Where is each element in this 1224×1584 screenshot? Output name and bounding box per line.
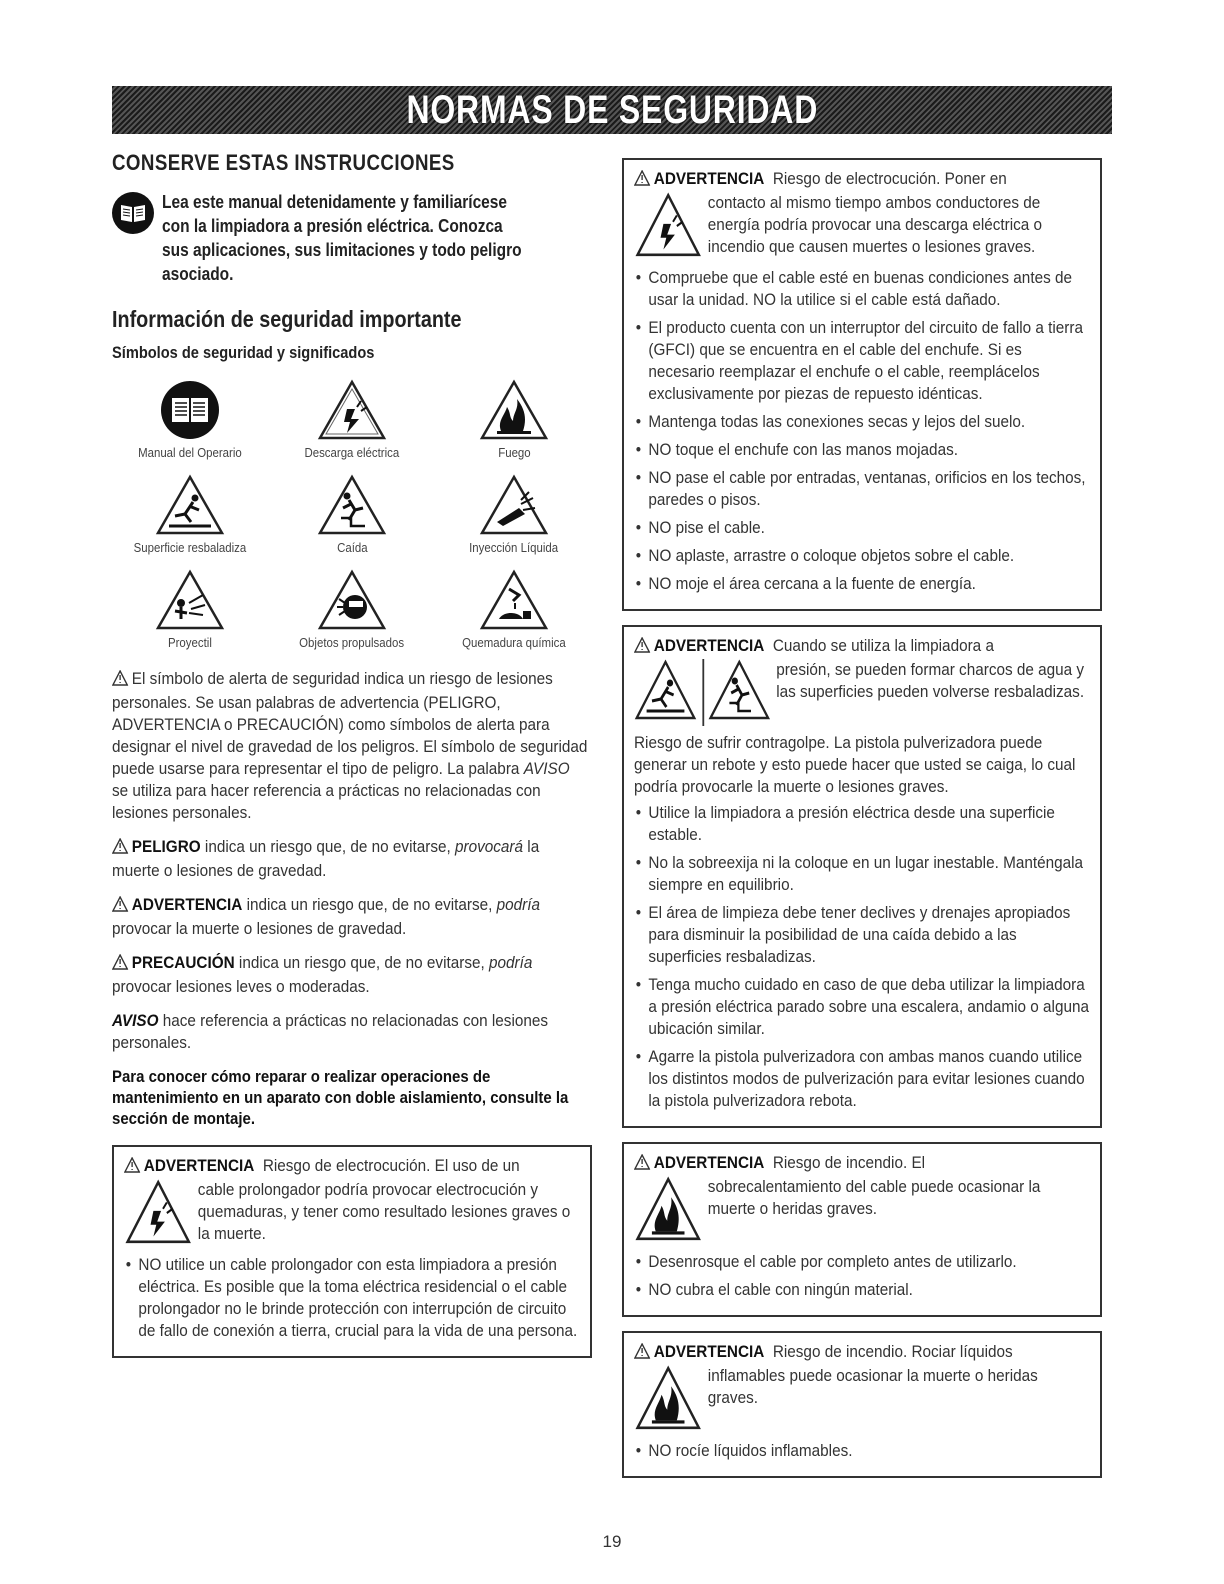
symbol-electric bbox=[274, 379, 430, 460]
warning-text: contacto al mismo tiempo ambos conductores de energía podría provocar una descarga eléctrica o incendio que causen muertes o lesiones graves. bbox=[707, 193, 1043, 256]
warning-title: ADVERTENCIA Riesgo de incendio. El bbox=[634, 1152, 1090, 1176]
bullet-item: • Utilice la limpiadora a presión eléctrica desde una superficie estable. bbox=[634, 802, 1090, 846]
warning-bullets bbox=[634, 1440, 1090, 1462]
warning-box-slippery bbox=[622, 625, 1102, 1128]
warning-text: presión, se pueden formar charcos de agua y las superficies pueden volverse resbaladizas. bbox=[776, 660, 1085, 701]
projectile-icon bbox=[155, 569, 225, 631]
manual-notice bbox=[112, 190, 592, 286]
banner-title: NORMAS DE SEGURIDAD bbox=[406, 87, 818, 132]
electric-shock-icon bbox=[317, 379, 387, 441]
bullet-item: • El producto cuenta con un interruptor del circuito de fallo a tierra (GFCI) que se encuentra en el cable del enchufe. Si es necesario reemplazar el enchufe o el cable, reemplácelos exclusivamente por piezas de repuesto idénticas. bbox=[634, 317, 1090, 405]
symbol-label: Objetos propulsados bbox=[299, 635, 405, 650]
fall-icon bbox=[702, 659, 770, 726]
warning-title: ADVERTENCIA Cuando se utiliza la limpiadora a bbox=[634, 635, 1090, 659]
book-icon bbox=[155, 379, 225, 441]
warning-bullets bbox=[634, 1251, 1090, 1301]
bullet-item: • NO aplaste, arrastre o coloque objetos sobre el cable. bbox=[634, 545, 1090, 567]
alert-triangle-icon bbox=[634, 1154, 650, 1176]
bullet-item: • NO pise el cable. bbox=[634, 517, 1090, 539]
symbol-slippery bbox=[112, 474, 268, 555]
symbol-label: Superficie resbaladiza bbox=[133, 540, 247, 555]
warning-text: sobrecalentamiento del cable puede ocasionar la muerte o heridas graves. bbox=[707, 1177, 1041, 1218]
alert-triangle-icon bbox=[634, 170, 650, 192]
symbol-injection bbox=[436, 474, 592, 555]
bullet-item: • NO toque el enchufe con las manos mojadas. bbox=[634, 439, 1090, 461]
slippery-icon bbox=[634, 659, 697, 726]
alert-triangle-icon bbox=[112, 896, 128, 918]
manual-text: Lea este manual detenidamente y familiarícese con la limpiadora a presión eléctrica. Conozca sus aplicaciones, sus limitaciones y todo peligro asociado. bbox=[162, 192, 522, 284]
symbol-projectile bbox=[112, 569, 268, 650]
symbol-label: Manual del Operario bbox=[138, 445, 242, 460]
symbol-fire bbox=[436, 379, 592, 460]
warning-title: ADVERTENCIA Riesgo de electrocución. El uso de un bbox=[124, 1155, 580, 1179]
conserve-heading: CONSERVE ESTAS INSTRUCCIONES bbox=[112, 150, 455, 175]
warning-box-flammable bbox=[622, 1331, 1102, 1478]
symbol-label: Caída bbox=[336, 540, 368, 555]
symbol-propelled bbox=[274, 569, 430, 650]
precaucion-paragraph: PRECAUCIÓN indica un riesgo que, de no evitarse, podría provocar lesiones leves o moderadas. bbox=[112, 953, 533, 996]
warning-box-fire-cord bbox=[622, 1142, 1102, 1317]
propelled-objects-icon bbox=[317, 569, 387, 631]
fire-icon bbox=[634, 1365, 702, 1436]
electric-shock-icon bbox=[634, 192, 702, 263]
warning-title: ADVERTENCIA Riesgo de incendio. Rociar líquidos bbox=[634, 1341, 1090, 1365]
warning-box-extension-cord bbox=[112, 1145, 592, 1358]
symbol-label: Quemadura química bbox=[462, 635, 566, 650]
bullet-item: • NO moje el área cercana a la fuente de energía. bbox=[634, 573, 1090, 595]
alert-triangle-icon bbox=[112, 670, 128, 692]
bullet-item: • El área de limpieza debe tener declives y drenajes apropiados para disminuir la posibilidad de una caída debido a las superficies resbaladizas. bbox=[634, 902, 1090, 968]
bullet-item: • NO utilice un cable prolongador con esta limpiadora a presión eléctrica. Es posible que la toma eléctrica residencial o el cable prolongador no le brinde protección con interrupción de circuito de fallo de conexión a tierra, crucial para la vida de una persona. bbox=[124, 1254, 580, 1342]
symbol-manual bbox=[112, 379, 268, 460]
left-column bbox=[112, 150, 592, 1372]
page-banner bbox=[112, 86, 1112, 134]
symbols-grid bbox=[112, 379, 592, 650]
book-icon bbox=[112, 192, 154, 234]
bullet-item: • Tenga mucho cuidado en caso de que deba utilizar la limpiadora a presión eléctrica parado sobre una escalera, andamio o alguna ubicación similar. bbox=[634, 974, 1090, 1040]
injection-icon bbox=[479, 474, 549, 536]
symbol-fall bbox=[274, 474, 430, 555]
bullet-item: • NO pase el cable por entradas, ventanas, orificios en los techos, paredes o pisos. bbox=[634, 467, 1090, 511]
bullet-item: • No la sobreexija ni la coloque en un lugar inestable. Manténgala siempre en equilibrio. bbox=[634, 852, 1090, 896]
double-insulation-note: Para conocer cómo reparar o realizar operaciones de mantenimiento en un aparato con doble aislamiento, consulte la sección de montaje. bbox=[112, 1067, 569, 1128]
warning-bullets bbox=[634, 802, 1090, 1112]
alert-triangle-icon bbox=[124, 1157, 140, 1179]
alert-triangle-icon bbox=[634, 637, 650, 659]
slippery-icon bbox=[155, 474, 225, 536]
chemical-burn-icon bbox=[479, 569, 549, 631]
alert-triangle-icon bbox=[112, 954, 128, 976]
alert-triangle-icon bbox=[634, 1343, 650, 1365]
warning-bullets bbox=[124, 1254, 580, 1342]
alert-triangle-icon bbox=[112, 838, 128, 860]
warning-text: cable prolongador podría provocar electrocución y quemaduras, y tener como resultado lesiones graves o la muerte. bbox=[197, 1180, 571, 1243]
bullet-item: • NO rocíe líquidos inflamables. bbox=[634, 1440, 1090, 1462]
bullet-item: • Desenrosque el cable por completo antes de utilizarlo. bbox=[634, 1251, 1090, 1273]
symbol-label: Descarga eléctrica bbox=[304, 445, 400, 460]
right-column bbox=[622, 158, 1102, 1492]
info-heading: Información de seguridad importante bbox=[112, 306, 462, 332]
advertencia-paragraph: ADVERTENCIA indica un riesgo que, de no evitarse, podría provocar la muerte o lesiones de gravedad. bbox=[112, 895, 541, 938]
bullet-item: • Mantenga todas las conexiones secas y lejos del suelo. bbox=[634, 411, 1090, 433]
warning-title: ADVERTENCIA Riesgo de electrocución. Poner en bbox=[634, 168, 1090, 192]
symbols-heading: Símbolos de seguridad y significados bbox=[112, 343, 375, 362]
peligro-paragraph: PELIGRO indica un riesgo que, de no evitarse, provocará la muerte o lesiones de gravedad. bbox=[112, 837, 540, 880]
fire-icon bbox=[634, 1176, 702, 1247]
bullet-item: • Agarre la pistola pulverizadora con ambas manos cuando utilice los distintos modos de pulverización para evitar lesiones cuando la pistola pulverizadora rebota. bbox=[634, 1046, 1090, 1112]
fall-icon bbox=[317, 474, 387, 536]
warning-bullets bbox=[634, 267, 1090, 595]
bullet-item: • NO cubra el cable con ningún material. bbox=[634, 1279, 1090, 1301]
symbol-label: Inyección Líquida bbox=[469, 540, 559, 555]
bullet-item: • Compruebe que el cable esté en buenas condiciones antes de usar la unidad. NO la utilice si el cable está dañado. bbox=[634, 267, 1090, 311]
kickback-paragraph: Riesgo de sufrir contragolpe. La pistola pulverizadora puede generar un rebote y esto puede hacer que usted se caiga, lo cual podría provocarle la muerte o lesiones graves. bbox=[634, 733, 1076, 796]
aviso-paragraph: AVISO hace referencia a prácticas no relacionadas con lesiones personales. bbox=[112, 1011, 549, 1052]
warning-text: inflamables puede ocasionar la muerte o heridas graves. bbox=[707, 1366, 1038, 1407]
symbol-chemical bbox=[436, 569, 592, 650]
symbol-label: Fuego bbox=[497, 445, 531, 460]
page-number: 19 bbox=[602, 1532, 622, 1551]
warning-box-electrocution bbox=[622, 158, 1102, 611]
fire-icon bbox=[479, 379, 549, 441]
symbol-label: Proyectil bbox=[168, 635, 212, 650]
electric-shock-icon bbox=[124, 1179, 192, 1250]
alert-paragraph: El símbolo de alerta de seguridad indica un riesgo de lesiones personales. Se usan palabras de advertencia (PELIGRO, ADVERTENCIA o PRECAUCIÓN) como símbolos de alerta para designar el nivel de gravedad de los peligros. El símbolo de seguridad puede usarse para representar el tipo de peligro. La palabra AVISO se utiliza para hacer referencia a prácticas no relacionadas con lesiones personales. bbox=[112, 669, 588, 822]
